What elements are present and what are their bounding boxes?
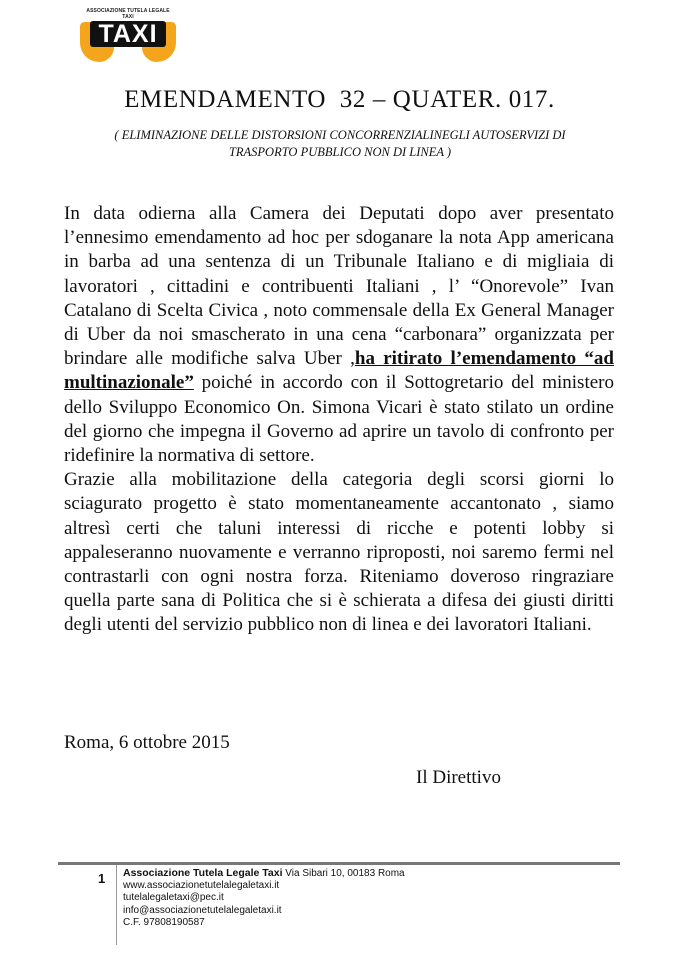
paragraph-2: Grazie alla mobilitazione della categoria degli scorsi giorni lo sciagurato progetto è stato momentaneamente accantonato , siamo altresì certi che taluni interessi di ricche e potenti lobby si appaleseranno nuovamente e verranno riproposti, noi saremo fermi nel contrastarli con ogni nostra forza. Riteniamo doveroso ringraziare quella parte sana di Politica che si è schierata a difesa dei giusti diritti degli utenti del servizio pubblico non di linea e dei lavoratori Italiani. xyxy=(64,469,614,636)
footer-address: Via Sibari 10, 00183 Roma xyxy=(282,868,405,879)
highlighted-phrase: ha ritirato l’emendamento “ad multinazionale” xyxy=(64,348,614,394)
logo-main-text: TAXI xyxy=(90,21,166,47)
paragraph-1-end: poiché in accordo con il Sottogretario del ministero dello Sviluppo Economico On. Simona Vicari è stato stilato un ordine del giorno che impegna il Governo ad aprire un tavolo di confronto per ridefinire la normativa di settore. xyxy=(64,372,614,467)
footer-info xyxy=(123,867,405,929)
logo-top-text: ASSOCIAZIONE TUTELA LEGALE TAXI xyxy=(86,8,170,20)
document-subtitle: ( ELIMINAZIONE DELLE DISTORSIONI CONCORRENZIALINEGLI AUTOSERVIZI DI TRASPORTO PUBBLICO NON DI LINEA ) xyxy=(114,128,566,159)
page-number: 1 xyxy=(98,871,106,886)
signature: Il Direttivo xyxy=(416,767,501,788)
paragraph-1-start: In data odierna alla Camera dei Deputati dopo aver presentato l’ennesimo emendamento ad hoc per sdoganare la nota App americana in barba ad una sentenza di un Tribunale Italiano e di migliaia di lavoratori , cittadini e contribuenti Italiani , l’ “Onorevole” Ivan Catalano di Scelta Civica , noto commensale della Ex General Manager di Uber da noi smascherato in una cena “carbonara” organizzata per brindare alle modifiche salva Uber , xyxy=(64,203,614,370)
body-text xyxy=(64,202,614,638)
footer-website: www.associazionetutelalegaletaxi.it xyxy=(123,880,280,892)
footer-email: info@associazionetutelalegaletaxi.it xyxy=(123,904,282,916)
footer-org-name: Associazione Tutela Legale Taxi xyxy=(123,867,283,879)
document-title: EMENDAMENTO 32 – QUATER. 017. xyxy=(124,86,555,113)
footer-org-line xyxy=(123,867,405,880)
date-line: Roma, 6 ottobre 2015 xyxy=(64,732,230,753)
taxi-logo xyxy=(80,8,176,64)
footer-vertical-divider xyxy=(116,865,117,945)
footer-pec: tutelalegaletaxi@pec.it xyxy=(123,892,224,904)
footer-divider xyxy=(58,862,620,865)
footer-cf: C.F. 97808190587 xyxy=(123,916,205,928)
paragraph-1 xyxy=(64,202,614,468)
